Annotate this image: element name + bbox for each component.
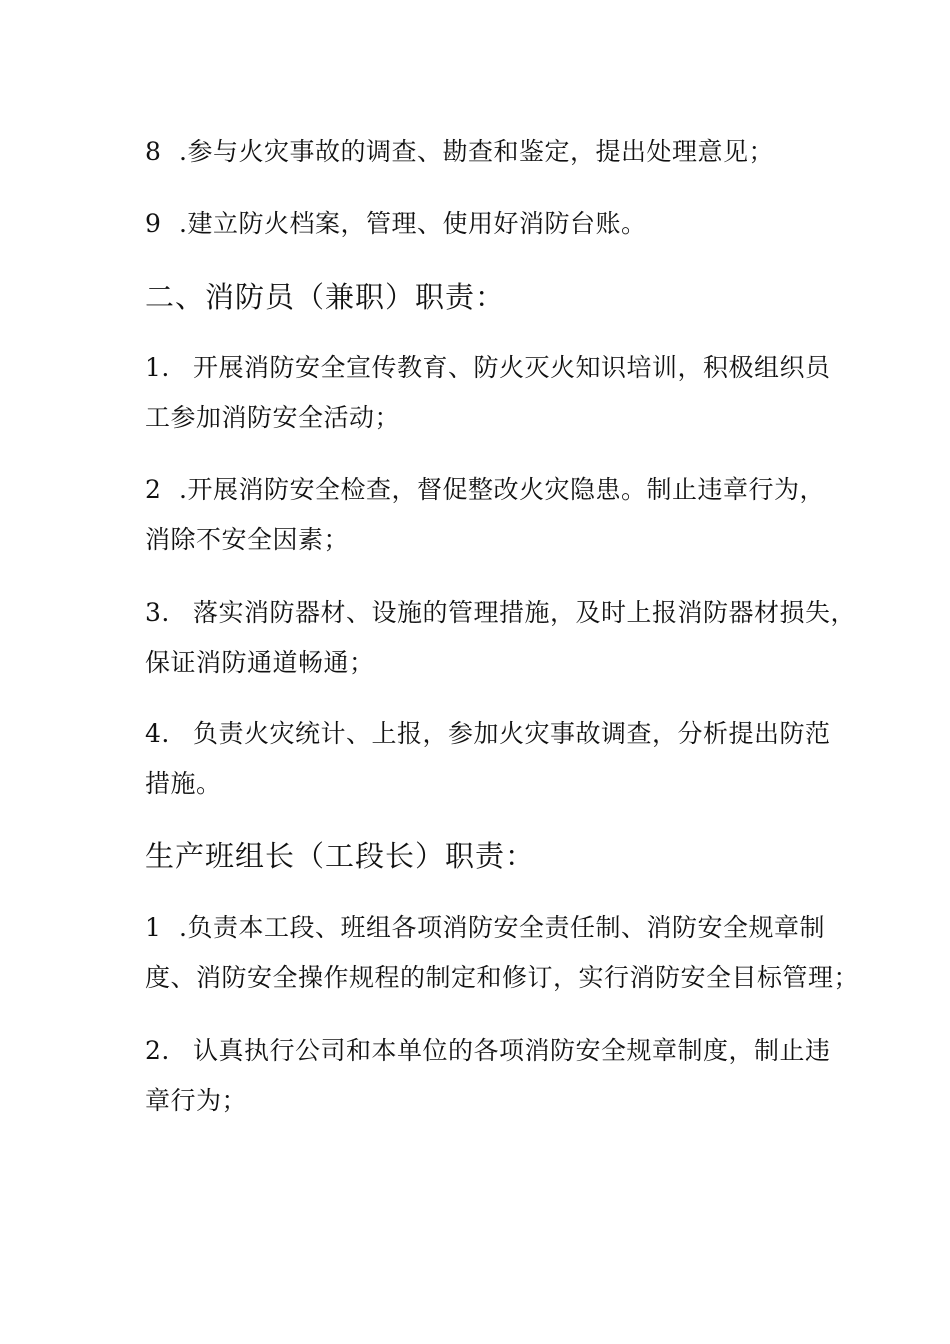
item-text: 落实消防器材、设施的管理措施，及时上报消防器材损失， [193, 598, 857, 627]
firefighter-item-2 [145, 474, 825, 506]
list-item-9 [145, 208, 646, 240]
item-text: .开展消防安全检查，督促整改火灾隐患。制止违章行为， [179, 475, 825, 504]
leader-item-2-cont: 章行为； [145, 1086, 248, 1115]
item-number: 8 [145, 137, 162, 166]
item-number: 3. [145, 598, 170, 627]
item-text: 认真执行公司和本单位的各项消防安全规章制度，制止违 [193, 1036, 831, 1065]
item-number: 1. [145, 353, 170, 382]
item-number: 2. [145, 1036, 170, 1065]
item-number: 2 [145, 475, 162, 504]
firefighter-item-4-cont: 措施。 [145, 769, 222, 798]
item-text: .建立防火档案，管理、使用好消防台账。 [179, 209, 647, 238]
firefighter-item-1 [145, 352, 831, 384]
list-item-8 [145, 136, 774, 168]
firefighter-item-4 [145, 718, 831, 750]
firefighter-item-2-cont: 消除不安全因素； [145, 525, 350, 554]
item-number: 9 [145, 209, 162, 238]
leader-item-1-cont: 度、消防安全操作规程的制定和修订，实行消防安全目标管理； [145, 963, 860, 992]
item-text: .负责本工段、班组各项消防安全责任制、消防安全规章制 [179, 913, 825, 942]
item-text: .参与火灾事故的调查、勘查和鉴定，提出处理意见； [179, 137, 774, 166]
section-heading-firefighter: 二、消防员（兼职）职责： [145, 280, 506, 314]
firefighter-item-1-cont: 工参加消防安全活动； [145, 403, 401, 432]
item-number: 1 [145, 913, 162, 942]
firefighter-item-3 [145, 597, 856, 629]
leader-item-2 [145, 1035, 831, 1067]
item-number: 4. [145, 719, 170, 748]
item-text: 负责火灾统计、上报，参加火灾事故调查，分析提出防范 [193, 719, 831, 748]
leader-item-1 [145, 912, 825, 944]
item-text: 开展消防安全宣传教育、防火灭火知识培训，积极组织员 [193, 353, 831, 382]
section-heading-team-leader: 生产班组长（工段长）职责： [145, 839, 536, 873]
firefighter-item-3-cont: 保证消防通道畅通； [145, 648, 375, 677]
